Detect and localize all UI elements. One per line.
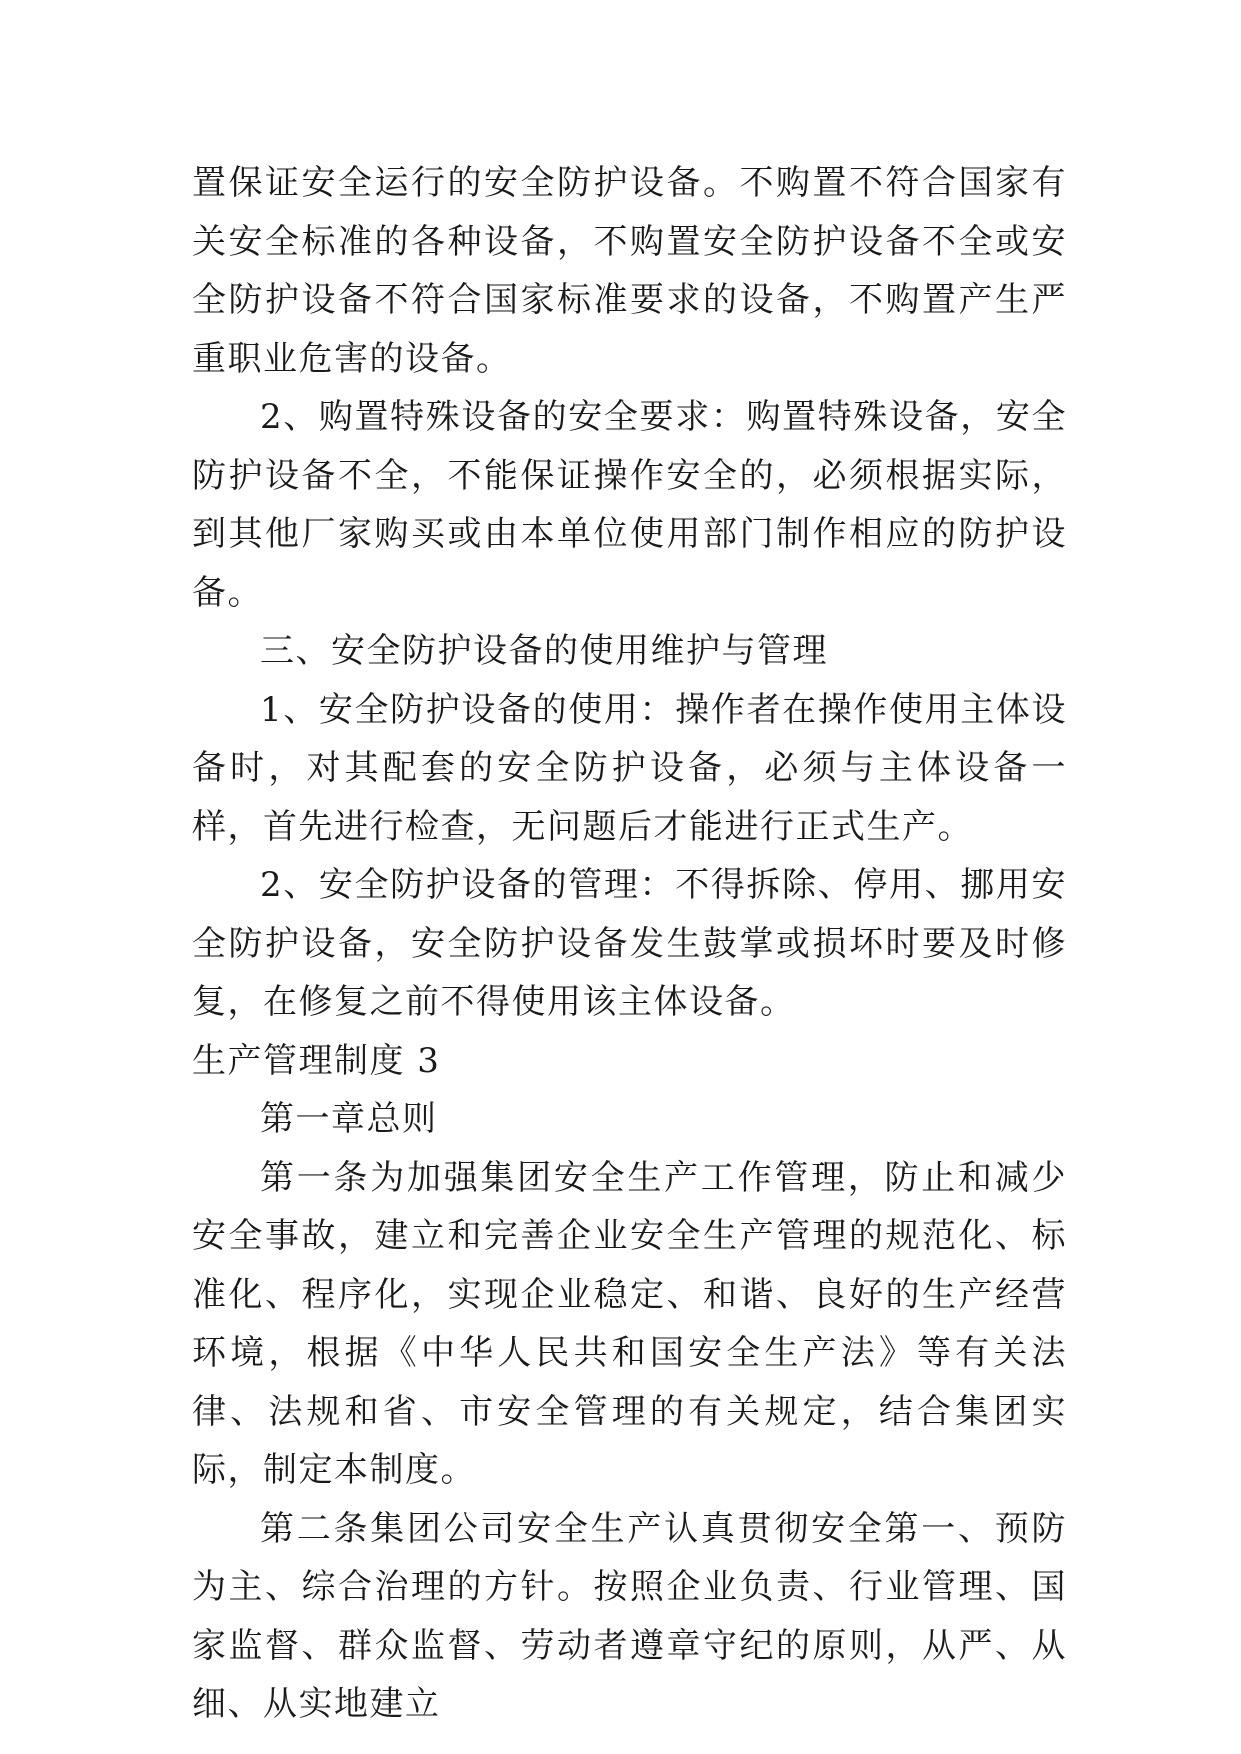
document-section-title: 生产管理制度 3 (192, 1040, 441, 1081)
chapter-heading: 第一章总则 (260, 1099, 438, 1139)
paragraph-continuation-equipment-purchase: 置保证安全运行的安全防护设备。不购置不符合国家有关安全标准的各种设备，不购置安全防护设备不全或安全防护设备不符合国家标准要求的设备，不购置产生严重职业危害的设备。 (192, 163, 1067, 379)
paragraph-special-equipment-requirements: 2、购置特殊设备的安全要求：购置特殊设备，安全防护设备不全，不能保证操作安全的，必须根据实际，到其他厂家购买或由本单位使用部门制作相应的防护设备。 (192, 397, 1067, 613)
paragraph-protective-equipment-use: 1、安全防护设备的使用：操作者在操作使用主体设备时，对其配套的安全防护设备，必须与主体设备一样，首先进行检查，无问题后才能进行正式生产。 (192, 689, 1067, 847)
document-body (192, 154, 1067, 1734)
article-two: 第二条集团公司安全生产认真贯彻安全第一、预防为主、综合治理的方针。按照企业负责、行业管理、国家监督、群众监督、劳动者遵章守纪的原则，从严、从细、从实地建立 (192, 1508, 1067, 1724)
section-heading-use-maintenance: 三、安全防护设备的使用维护与管理 (260, 631, 828, 671)
article-one: 第一条为加强集团安全生产工作管理，防止和减少安全事故，建立和完善企业安全生产管理的规范化、标准化、程序化，实现企业稳定、和谐、良好的生产经营环境，根据《中华人民共和国安全生产法》等有关法律、法规和省、市安全管理的有关规定，结合集团实际，制定本制度。 (192, 1157, 1067, 1490)
paragraph-protective-equipment-management: 2、安全防护设备的管理：不得拆除、停用、挪用安全防护设备，安全防护设备发生鼓掌或损坏时要及时修复，在修复之前不得使用该主体设备。 (192, 865, 1067, 1022)
